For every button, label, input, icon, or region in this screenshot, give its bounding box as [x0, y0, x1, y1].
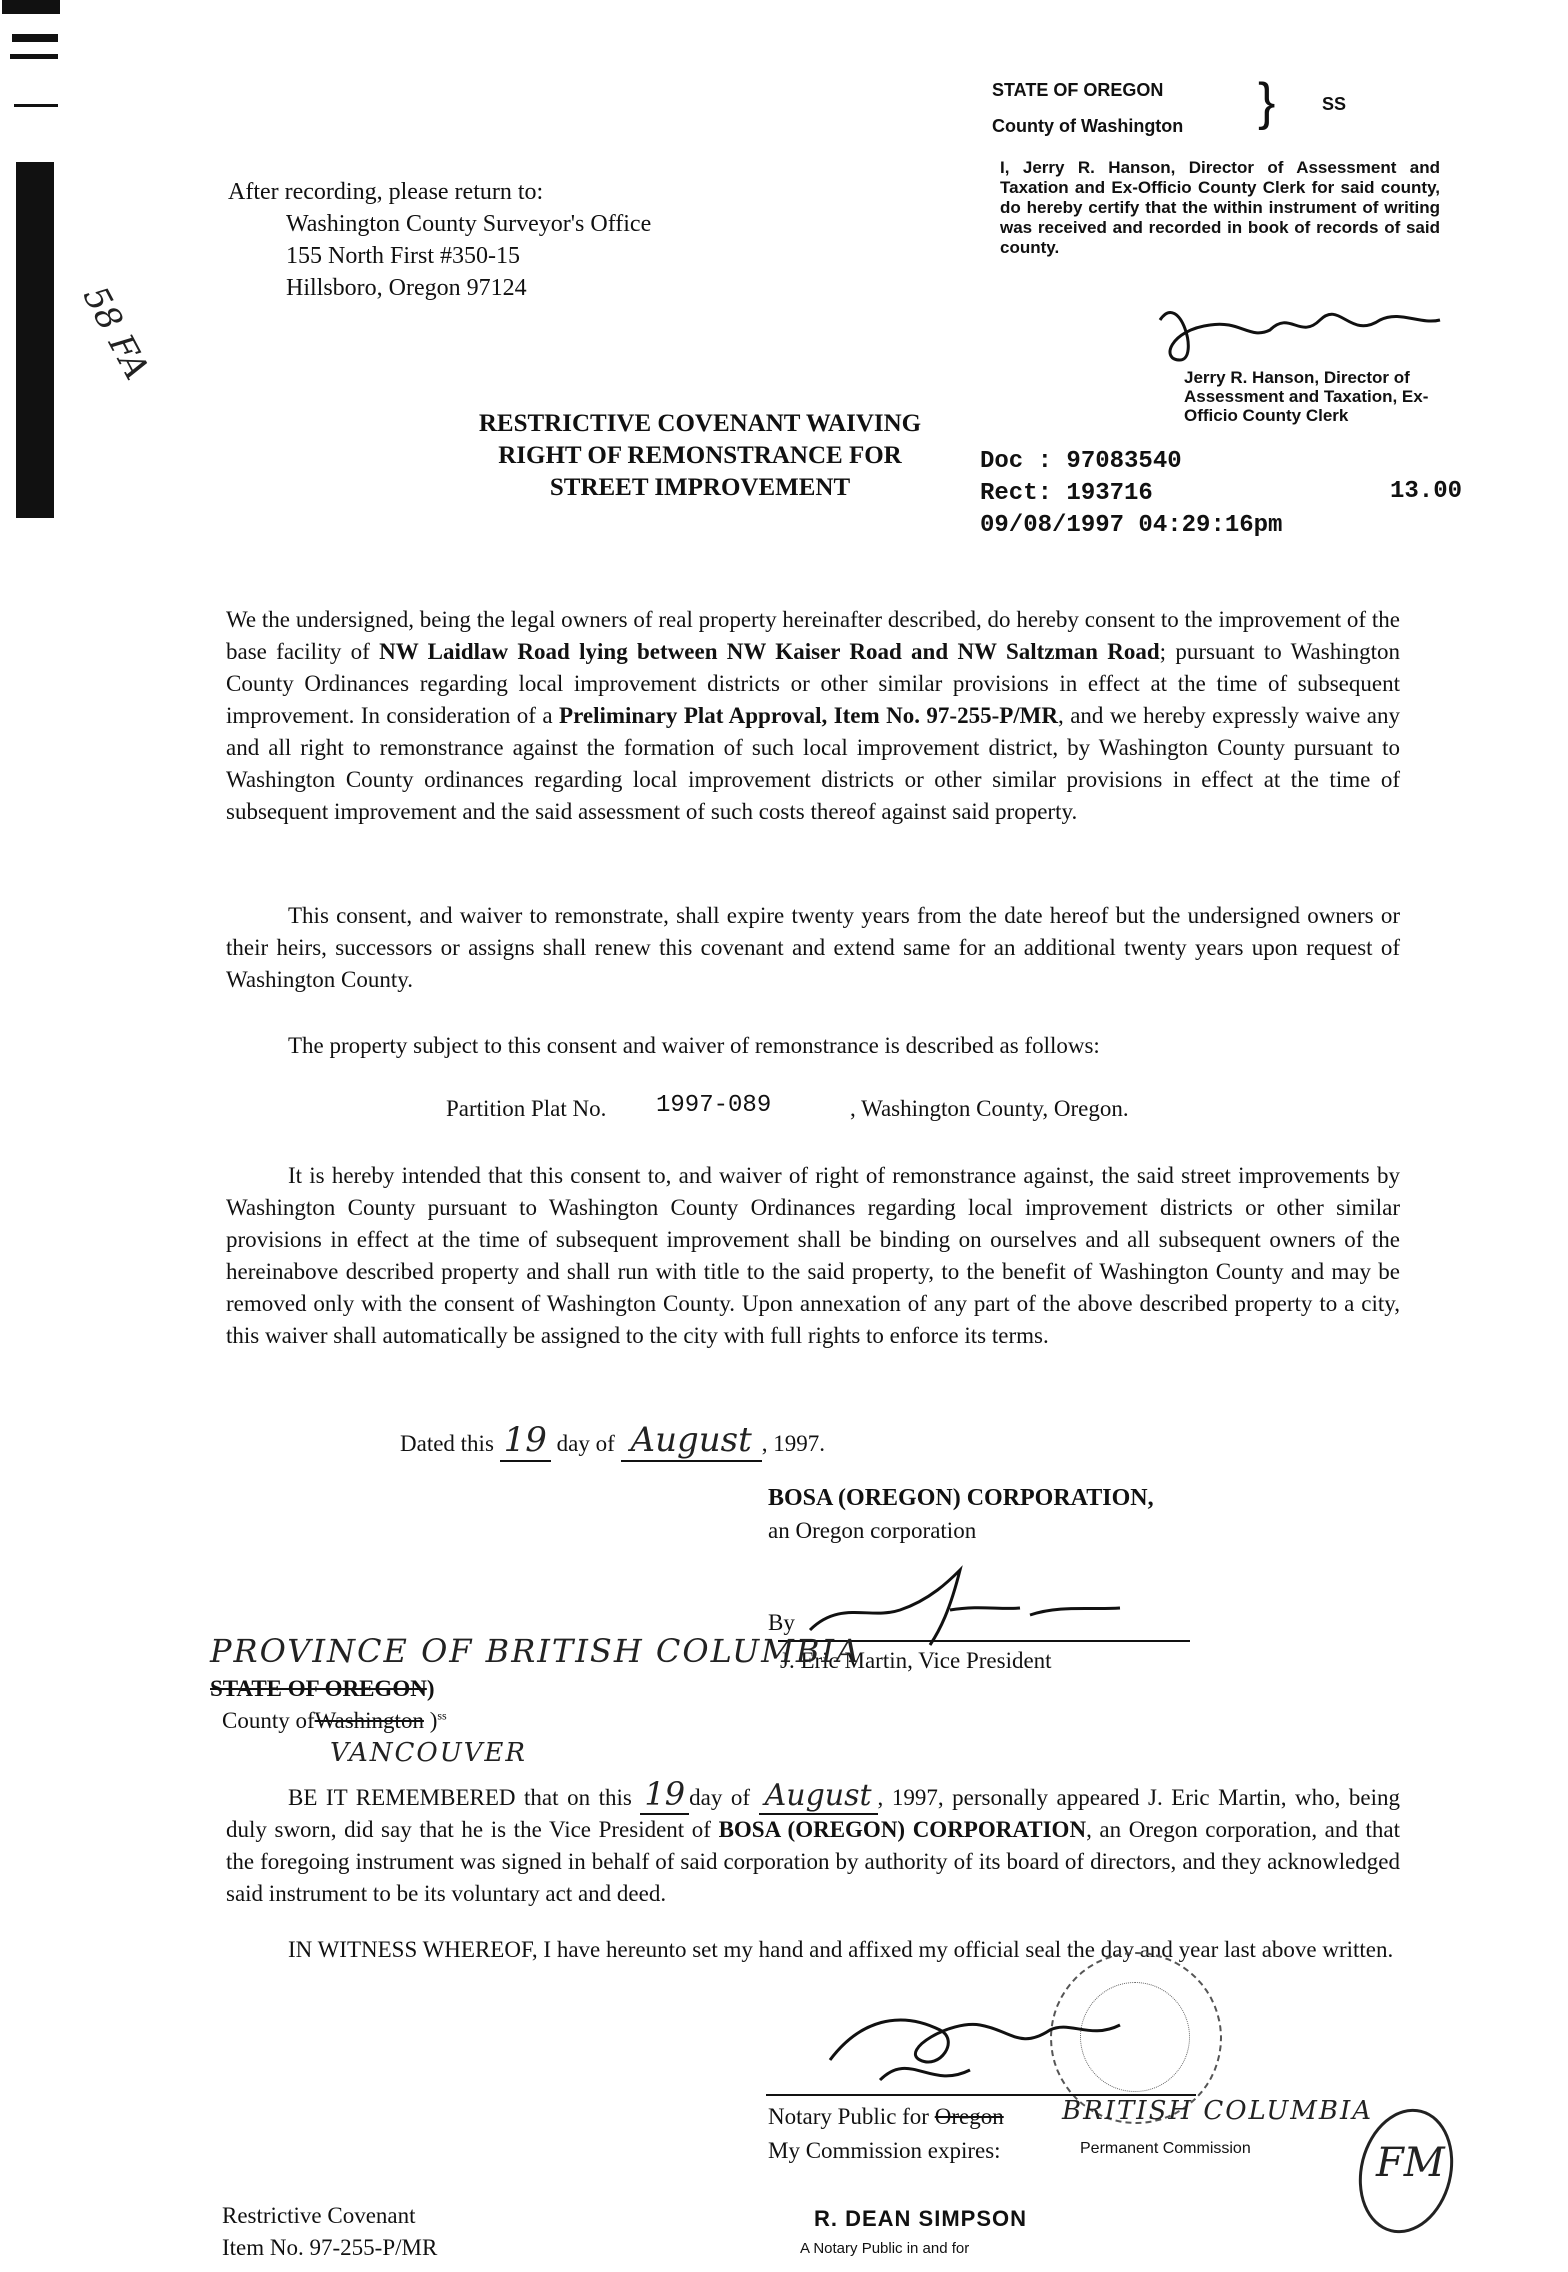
clerk-line: Officio County Clerk	[1184, 406, 1349, 425]
partition-number: 1997-089	[656, 1092, 772, 1119]
ack-text: , an Oregon corporation, and that the foregoing instrument was signed in behalf of said corporation by authority of its board of directors, and they acknowledged said instrument to be its voluntary act and deed.	[226, 1817, 1400, 1906]
doc-number: Doc : 97083540	[980, 448, 1182, 475]
recording-fee: 13.00	[1390, 478, 1463, 505]
title-line: RIGHT OF REMONSTRANCE FOR	[498, 442, 902, 469]
ack-day: 19	[640, 1775, 689, 1815]
ack-month: August	[759, 1778, 878, 1815]
scan-mark	[2, 0, 60, 14]
acknowledgment-paragraph	[226, 1775, 1400, 1910]
notary-name: R. DEAN SIMPSON	[814, 2206, 1028, 2231]
p1-text: , and we hereby expressly waive any and all right to remonstrance against the formation of such local improvement district, by Washington County pursuant to Washington County ordinances regarding local improvement districts or other similar provisions in effect at the time of subsequent improvement and the said assessment of such costs thereof against said property.	[226, 703, 1400, 824]
ss-label: SS	[1322, 94, 1347, 114]
footer-line: Item No. 97-255-P/MR	[222, 2235, 438, 2260]
corporation-type: an Oregon corporation	[768, 1518, 977, 1543]
initials: FM	[1376, 2140, 1445, 2186]
notary-subtitle: A Notary Public in and for	[800, 2240, 970, 2257]
clerk-block	[1184, 368, 1444, 425]
commission-expires: My Commission expires:	[768, 2138, 1001, 2163]
ack-text: , 1997, personally appeared J. Eric Martin, who, being duly sworn, did say that he is the Vice President of	[226, 1785, 1400, 1842]
partition-label: Partition Plat No.	[446, 1096, 607, 1121]
return-line: 155 North First #350-15	[286, 243, 520, 269]
paragraph-4	[226, 1160, 1400, 1352]
certification-text: I, Jerry R. Hanson, Director of Assessment and Taxation and Ex-Officio County Clerk for said county, do hereby certify that the within instrument of writing was received and recorded in book of records of said county.	[1000, 158, 1440, 257]
notary-signature	[820, 1990, 1140, 2100]
state-struck	[210, 1676, 435, 1702]
witness-paragraph	[226, 1934, 1400, 1966]
title-line: RESTRICTIVE COVENANT WAIVING	[478, 410, 922, 437]
notary-label: Notary Public for	[768, 2104, 929, 2129]
clerk-signature	[1140, 280, 1450, 370]
clerk-line: Jerry R. Hanson, Director of	[1184, 368, 1410, 387]
clerk-line: Assessment and Taxation, Ex-	[1184, 387, 1429, 406]
return-heading: After recording, please return to:	[228, 179, 544, 205]
dated-year: , 1997.	[761, 1431, 826, 1456]
scan-mark	[10, 54, 58, 59]
vancouver-handwritten: VANCOUVER	[330, 1738, 527, 1768]
footer	[222, 2200, 437, 2264]
dated-prefix: Dated this	[400, 1431, 494, 1456]
recording-stamp	[980, 446, 1282, 542]
notary-bc-handwritten: BRITISH COLUMBIA	[1062, 2096, 1374, 2126]
ack-corporation: BOSA (OREGON) CORPORATION	[718, 1817, 1087, 1842]
notary-public-line	[768, 2104, 1004, 2130]
state-struck-text: STATE OF OREGON	[210, 1676, 427, 1701]
notary-struck: Oregon	[934, 2104, 1004, 2129]
footer-line: Restrictive Covenant	[222, 2203, 416, 2228]
recorder-state	[992, 72, 1183, 144]
dated-day: 19	[500, 1420, 551, 1462]
county-struck: Washington	[314, 1708, 424, 1733]
ack-text: day of	[689, 1785, 751, 1810]
p1-text: ; pursuant to Washington County Ordinances regarding local improvement districts or other similar provisions in effect at the time of subsequent improvement. In consideration of a	[226, 639, 1400, 728]
scan-mark	[14, 104, 58, 107]
county-paren: )	[429, 1708, 438, 1733]
witness-text: IN WITNESS WHEREOF, I have hereunto set my hand and affixed my official seal the day and year last above written.	[288, 1937, 1394, 1962]
ack-text: BE IT REMEMBERED that on this	[288, 1785, 632, 1810]
paragraph-3	[226, 1030, 1400, 1062]
return-address	[228, 176, 651, 304]
title-line: STREET IMPROVEMENT	[549, 474, 851, 501]
scan-mark	[16, 162, 54, 518]
state-paren: )	[426, 1676, 435, 1701]
p1-text: We the undersigned, being the legal owners of real property hereinafter described, do hereby consent to the improvement of the base facility of	[226, 607, 1400, 664]
p3-text: The property subject to this consent and waiver of remonstrance is described as follows:	[288, 1033, 1100, 1058]
receipt-number: Rect: 193716	[980, 480, 1153, 507]
corporation-name: BOSA (OREGON) CORPORATION,	[768, 1485, 1154, 1511]
paragraph-2	[226, 900, 1400, 996]
document-title	[440, 408, 960, 504]
county-prefix: County of	[222, 1708, 315, 1733]
county-label: County of Washington	[992, 116, 1184, 136]
ss-mark: ss	[437, 1708, 447, 1723]
return-line: Hillsboro, Oregon 97124	[286, 275, 527, 301]
dated-line	[400, 1420, 825, 1460]
signer-name: J. Eric Martin, Vice President	[780, 1648, 1052, 1673]
dated-mid: day of	[556, 1431, 615, 1456]
margin-note: 58 FA	[74, 280, 157, 387]
scan-mark	[12, 34, 58, 42]
by-label: By	[768, 1610, 795, 1635]
plat-approval: Preliminary Plat Approval, Item No. 97-255-P/MR	[559, 703, 1058, 728]
p4-text: It is hereby intended that this consent to, and waiver of right of remonstrance against, the said street improvements by Washington County pursuant to Washington County Ordinances regarding local improvement districts or other similar provisions in effect at the time of subsequent improvement shall be binding on ourselves and all subsequent owners of the hereinabove described property and shall run with title to the said property, to the benefit of Washington County and may be removed only with the consent of Washington County. Upon annexation of any part of the above described property to a city, this waiver shall automatically be assigned to the city with full rights to enforce its terms.	[226, 1163, 1400, 1348]
partition-suffix: , Washington County, Oregon.	[850, 1096, 1129, 1121]
state-label: STATE OF OREGON	[992, 80, 1164, 100]
permanent-commission: Permanent Commission	[1080, 2140, 1251, 2157]
road-description: NW Laidlaw Road lying between NW Kaiser Road and NW Saltzman Road	[379, 639, 1160, 664]
p2-text: This consent, and waiver to remonstrate, shall expire twenty years from the date hereof but the undersigned owners or their heirs, successors or assigns shall renew this covenant and extend same for an additional twenty years upon request of Washington County.	[226, 903, 1400, 992]
return-line: Washington County Surveyor's Office	[286, 211, 652, 237]
paragraph-1	[226, 604, 1400, 828]
dated-month: August	[621, 1420, 762, 1462]
recording-datetime: 09/08/1997 04:29:16pm	[980, 512, 1283, 539]
county-line	[222, 1708, 447, 1734]
province-handwritten: PROVINCE OF BRITISH COLUMBIA	[210, 1632, 862, 1670]
brace: }	[1258, 73, 1276, 131]
